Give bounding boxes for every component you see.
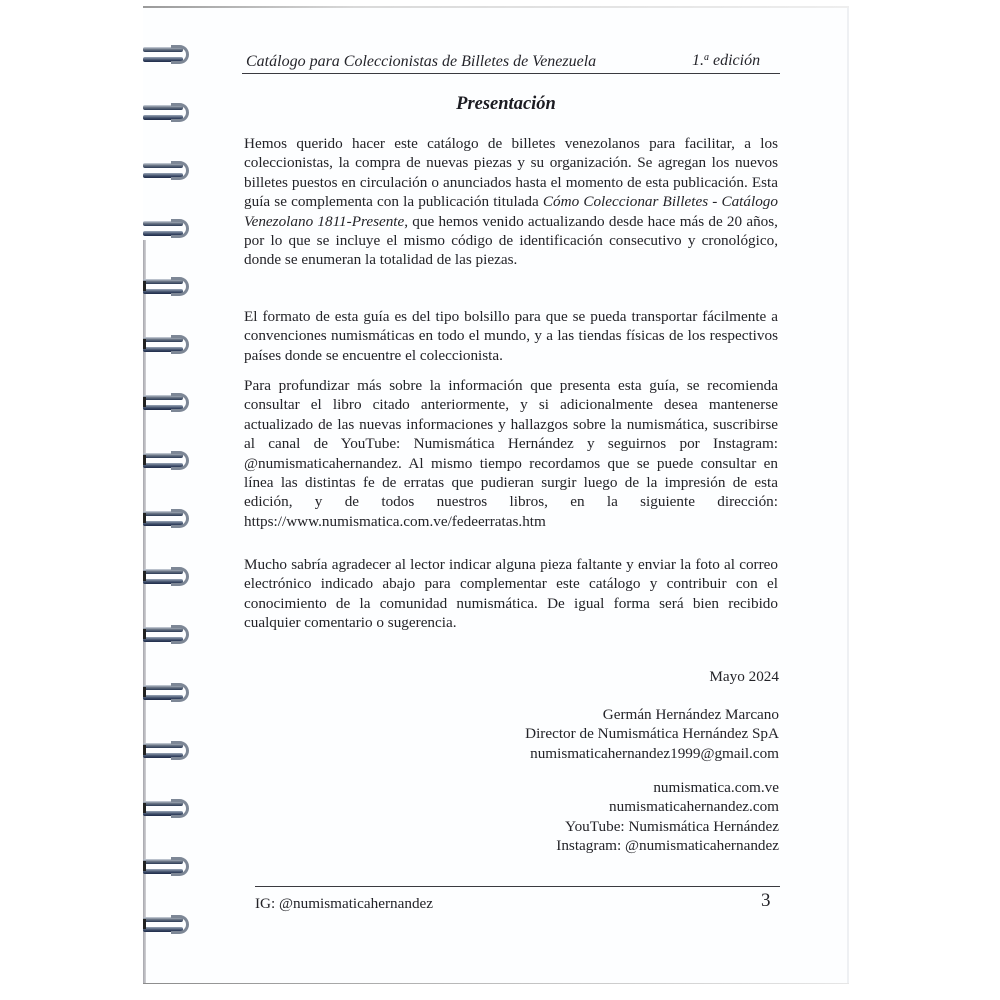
running-header-edition <box>692 52 760 70</box>
book-title-reference: Cómo Coleccionar Billetes - Catálogo Venezolano 1811-Presente <box>244 193 778 230</box>
page-title: Presentación <box>456 94 556 114</box>
signature-author-block <box>525 705 779 763</box>
page-number: 3 <box>761 890 771 911</box>
spiral-ring <box>143 451 191 471</box>
spiral-ring <box>143 393 191 413</box>
page-bottom-edge <box>143 983 849 984</box>
spiral-ring <box>143 509 191 529</box>
paragraph-format: El formato de esta guía es del tipo bolsillo para que se pueda transportar fácilmente a convenciones numismáticas en todo el mundo, y a las tiendas físicas de los respectivos países donde se encuentre el coleccionista. <box>244 308 778 364</box>
spiral-ring <box>143 219 191 239</box>
youtube-link: YouTube: Numismática Hernández <box>565 817 779 835</box>
contact-links <box>556 778 779 856</box>
spiral-ring <box>143 335 191 355</box>
intro-text-end: , que hemos venido actualizando desde hace más de 20 años, por lo que se incluye el mismo código de identificación consecutivo y cronológico, donde se enumeran la totalidad de las piezas. <box>244 212 778 269</box>
edition-word: edición <box>709 52 761 69</box>
spiral-ring <box>143 683 191 703</box>
instagram-link: Instagram: @numismaticahernandez <box>556 837 779 855</box>
author-name: Germán Hernández Marcano <box>602 706 779 723</box>
spiral-ring <box>143 799 191 819</box>
spiral-ring <box>143 161 191 181</box>
spiral-ring <box>143 277 191 297</box>
website-link-1: numismatica.com.ve <box>653 779 779 796</box>
paragraph-intro <box>244 134 778 270</box>
author-email: numismaticahernandez1999@gmail.com <box>530 744 779 762</box>
website-link-2: numismaticahernandez.com <box>609 798 779 816</box>
signature-date: Mayo 2024 <box>709 668 779 685</box>
running-header-title: Catálogo para Coleccionistas de Billetes de Venezuela <box>246 53 597 70</box>
author-role: Director de Numismática Hernández SpA <box>525 725 779 743</box>
spiral-ring <box>143 567 191 587</box>
paragraph-further-info: Para profundizar más sobre la información que presenta esta guía, se recomienda consultar el libro citado anteriormente, y si adicionalmente desea mantenerse actualizado de las nuevas informaciones y hallazgos sobre la numismática, suscribirse al canal de YouTube: Numismática Hernández y seguirnos por Instagram: @numismaticahernandez. Al mismo tiempo recordamos que se puede consultar en línea las distintas fe de erratas que pudieran surgir luego de la impresión de esta edición, y de todos nuestros libros, en la siguiente dirección: https://www.numismatica.com.ve/fedeerratas.htm <box>244 377 778 530</box>
spiral-ring <box>143 857 191 877</box>
edition-number: 1. <box>692 52 704 69</box>
header-rule <box>242 73 780 74</box>
paragraph-contribution: Mucho sabría agradecer al lector indicar alguna pieza faltante y enviar la foto al correo electrónico indicado abajo para complementar este catálogo y contribuir con el conocimiento de la comunidad numismática. De igual forma será bien recibido cualquier comentario o sugerencia. <box>244 556 778 632</box>
spiral-ring <box>143 915 191 935</box>
footer-rule <box>255 886 780 887</box>
intro-text-start: Hemos querido hacer este catálogo de billetes venezolanos para facilitar, a los coleccionistas, la compra de nuevas piezas y su organización. Se agregan los nuevos billetes puestos en circulación o anunciados hasta el momento de esta publicación. Esta guía se complementa con la publicación titulada <box>244 135 778 211</box>
spiral-ring <box>143 741 191 761</box>
edition-ordinal: a <box>704 52 709 63</box>
page-top-edge <box>143 6 849 8</box>
footer-instagram: IG: @numismaticahernandez <box>255 895 434 912</box>
page-right-edge <box>847 8 849 984</box>
spiral-ring <box>143 625 191 645</box>
spiral-ring <box>143 45 191 65</box>
